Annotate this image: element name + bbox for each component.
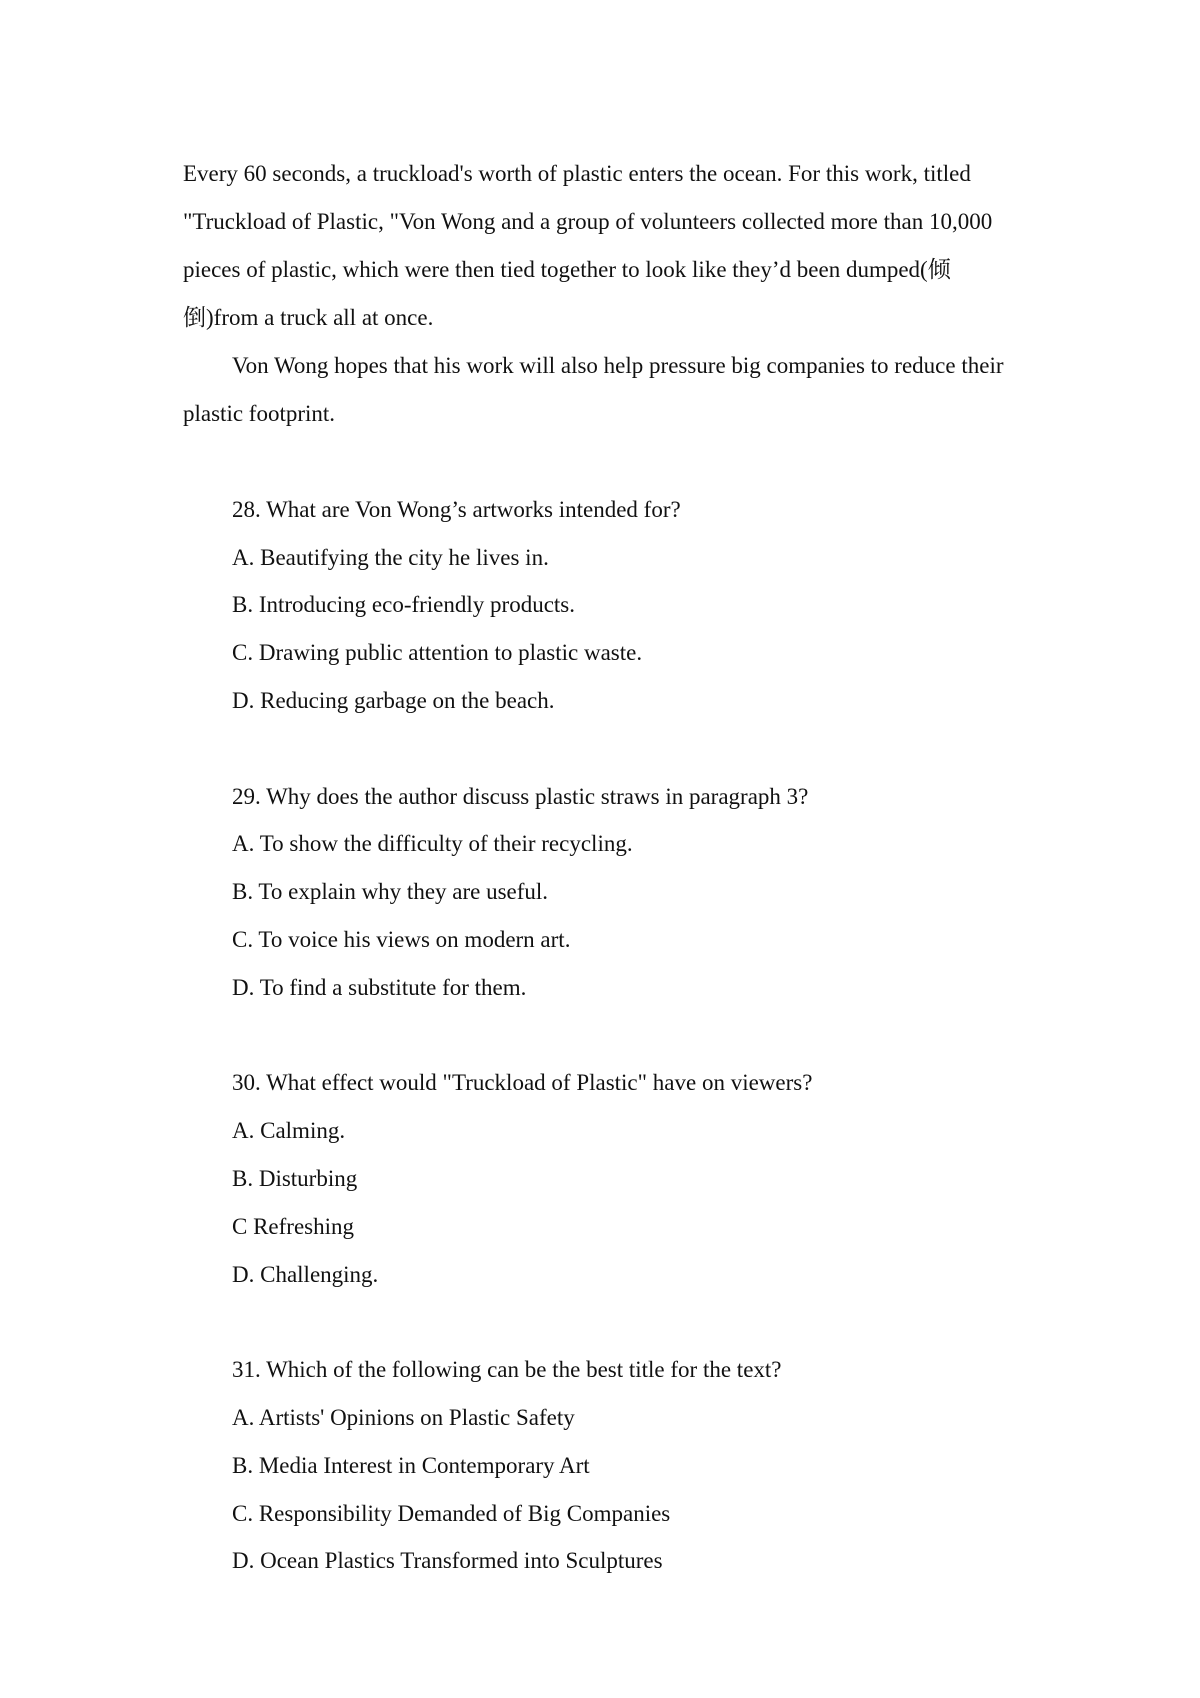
passage-paragraph-2: Von Wong hopes that his work will also help pressure big companies to reduce their plastic footprint. [183,353,1004,426]
option-b: B. Media Interest in Contemporary Art [232,1452,590,1478]
question-stem: 28. What are Von Wong’s artworks intended for? [232,496,681,522]
option-a: A. Beautifying the city he lives in. [232,544,549,570]
question-stem: 30. What effect would "Truckload of Plastic" have on viewers? [232,1070,813,1096]
option-d: D. Challenging. [232,1261,379,1287]
question-29 [183,773,1023,1012]
document-content [183,150,1023,1585]
option-d: D. To find a substitute for them. [232,974,527,1000]
question-28 [183,486,1023,725]
passage-paragraph-1: Every 60 seconds, a truckload's worth of plastic enters the ocean. For this work, titled "Truckload of Plastic, "Von Wong and a group of volunteers collected more than 10,000 pieces of plastic, which were then tied together to look like they’d been dumped(倾倒)from a truck all at once. [183,161,993,330]
question-31 [183,1346,1023,1585]
option-a: A. Calming. [232,1118,346,1144]
option-b: B. Introducing eco-friendly products. [232,592,575,618]
section-gap [183,438,1023,486]
option-a: A. Artists' Opinions on Plastic Safety [232,1404,575,1430]
option-b: B. Disturbing [232,1165,358,1191]
option-d: D. Ocean Plastics Transformed into Sculptures [232,1548,663,1574]
section-gap [183,1298,1023,1346]
question-30 [183,1059,1023,1298]
option-a: A. To show the difficulty of their recycling. [232,831,633,857]
option-c: C. To voice his views on modern art. [232,926,571,952]
option-b: B. To explain why they are useful. [232,879,549,905]
section-gap [183,725,1023,773]
option-c: C. Drawing public attention to plastic waste. [232,640,643,666]
question-stem: 31. Which of the following can be the best title for the text? [232,1357,782,1383]
section-gap [183,1012,1023,1060]
option-c: C. Responsibility Demanded of Big Companies [232,1500,671,1526]
option-d: D. Reducing garbage on the beach. [232,687,555,713]
question-stem: 29. Why does the author discuss plastic straws in paragraph 3? [232,783,809,809]
option-c: C Refreshing [232,1213,355,1239]
